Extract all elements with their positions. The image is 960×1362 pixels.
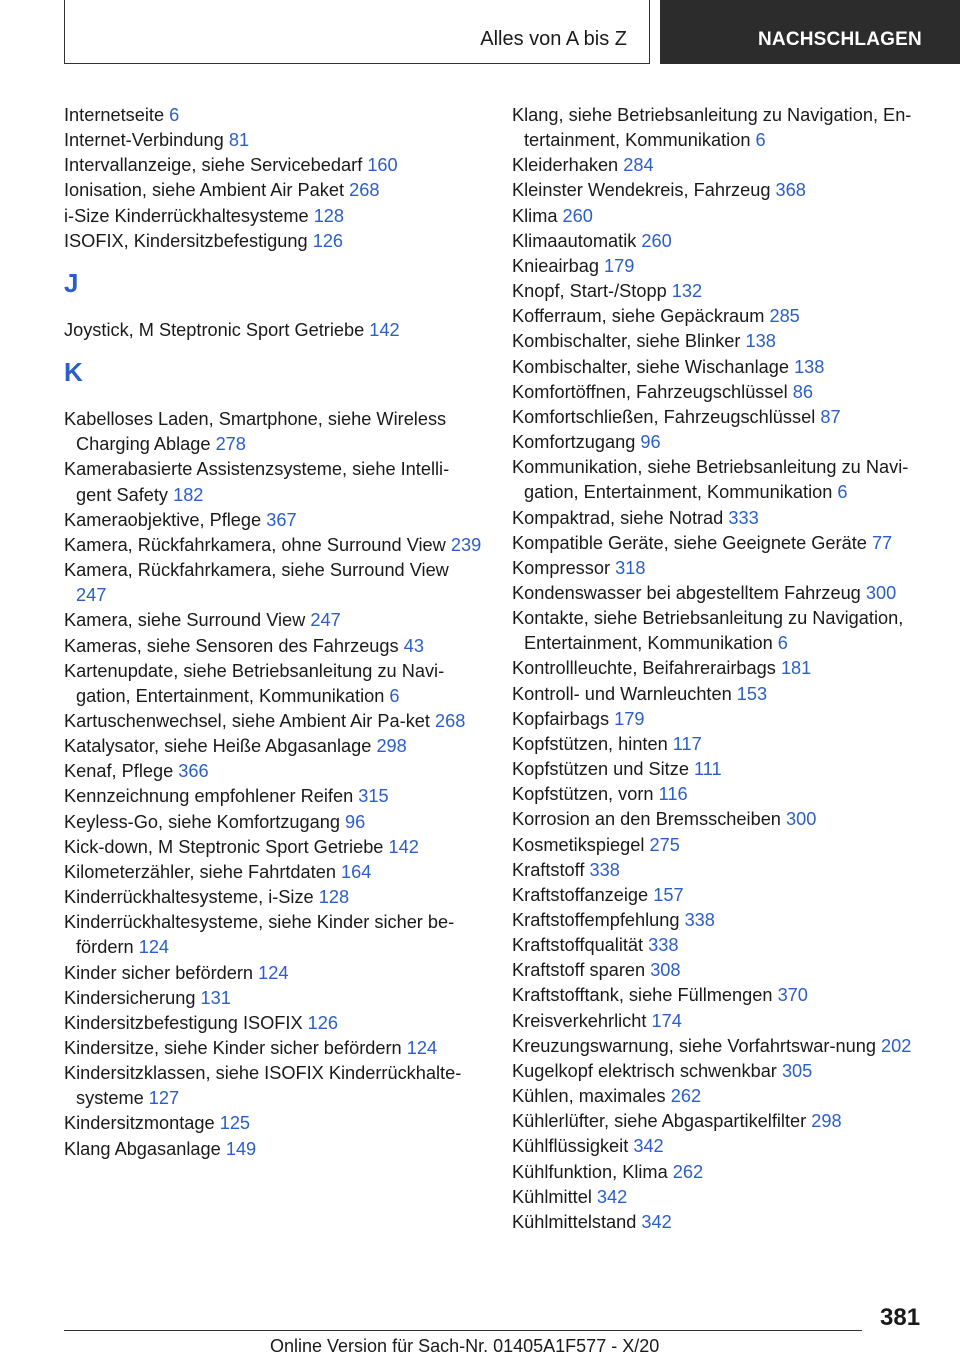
index-entry-term: Kühlmittel: [512, 1186, 592, 1207]
index-page-link[interactable]: 308: [650, 960, 681, 981]
index-entry: [64, 407, 484, 457]
index-entry-term: Kommunikation, siehe Betriebsanleitung zu Navi-gation, Entertainment, Kommunikation: [512, 457, 909, 503]
index-entry: [512, 103, 932, 153]
index-entry-term: Kopfstützen, hinten: [512, 733, 668, 754]
index-entry: [64, 885, 484, 910]
index-page-link[interactable]: 338: [589, 859, 620, 880]
footer-divider: [64, 1330, 862, 1331]
index-page-link[interactable]: 179: [614, 708, 645, 729]
index-entry-term: Kraftstoffqualität: [512, 935, 644, 956]
index-entry-term: Kugelkopf elektrisch schwenkbar: [512, 1060, 777, 1081]
index-entry: [512, 858, 932, 883]
index-entry: [64, 634, 484, 659]
index-entry-term: Kompatible Geräte, siehe Geeignete Geräte: [512, 532, 867, 553]
index-page-link[interactable]: 126: [307, 1012, 338, 1033]
index-page-link[interactable]: 298: [376, 736, 407, 757]
index-page-link[interactable]: 131: [200, 987, 231, 1008]
footer-version-text: Online Version für Sach-Nr. 01405A1F577 - X/20: [270, 1336, 660, 1356]
index-entry-term: Kraftstoffempfehlung: [512, 910, 680, 930]
index-entry-term: Kleinster Wendekreis, Fahrzeug: [512, 180, 771, 201]
index-entry: [512, 506, 932, 531]
index-page-link[interactable]: 6: [169, 105, 180, 125]
index-page-link[interactable]: 247: [310, 610, 341, 631]
index-entry-term: Komfortzugang: [512, 432, 636, 453]
index-page-link[interactable]: 338: [648, 935, 679, 956]
index-page-link[interactable]: 96: [640, 432, 661, 453]
index-entry: [512, 178, 932, 203]
index-page-link[interactable]: 367: [266, 509, 297, 530]
index-entry: [512, 1034, 932, 1059]
index-entry: [64, 659, 484, 709]
index-page-link[interactable]: 157: [653, 884, 684, 905]
index-page-link[interactable]: 6: [389, 685, 400, 706]
index-entry-term: Intervallanzeige, siehe Servicebedarf: [64, 155, 363, 176]
index-entry-term: Kondenswasser bei abgestelltem Fahrzeug: [512, 582, 861, 603]
index-entry-term: Kindersitze, siehe Kinder sicher befördern: [64, 1038, 402, 1058]
index-entry: [512, 153, 932, 178]
index-page-link[interactable]: 142: [369, 319, 400, 340]
index-entry-term: Komfortschließen, Fahrzeugschlüssel: [512, 406, 816, 427]
chapter-tab[interactable]: [660, 0, 960, 64]
index-entry: [512, 380, 932, 405]
index-entry-term: Kofferraum, siehe Gepäckraum: [512, 306, 765, 327]
index-entry: [512, 933, 932, 958]
index-entry: [512, 1009, 932, 1034]
index-entry: [64, 103, 484, 128]
index-entry-term: Kinder sicher befördern: [64, 962, 254, 983]
index-page-link[interactable]: 87: [820, 406, 841, 427]
index-column-left: [64, 103, 484, 1162]
index-page-link[interactable]: 132: [671, 281, 703, 302]
index-entry: [512, 556, 932, 581]
index-page-link[interactable]: 160: [367, 155, 398, 176]
index-entry-term: Kompressor: [512, 557, 611, 578]
index-entry: [64, 558, 484, 608]
index-entry-term: Ionisation, siehe Ambient Air Paket: [64, 180, 345, 201]
index-entry: [64, 1011, 484, 1036]
index-page-link[interactable]: 138: [745, 331, 776, 352]
index-entry-term: ISOFIX, Kindersitzbefestigung: [64, 230, 308, 251]
index-entry: [64, 1111, 484, 1136]
index-entry-term: Kontrollleuchte, Beifahrerairbags: [512, 658, 776, 679]
index-entry-term: Klima: [512, 205, 558, 226]
index-entry-term: Kontakte, siehe Betriebsanleitung zu Navigation, Entertainment, Kommunikation: [512, 608, 904, 654]
index-page-link[interactable]: 278: [215, 434, 246, 455]
index-entry: [64, 229, 484, 254]
header-frame: [64, 0, 650, 64]
index-entry-term: Kennzeichnung empfohlener Reifen: [64, 786, 354, 807]
index-entry-term: Kopfairbags: [512, 708, 610, 729]
index-entry: [64, 810, 484, 835]
index-page-link[interactable]: 81: [228, 130, 250, 151]
index-page-link[interactable]: 260: [641, 230, 672, 251]
index-entry: [64, 204, 484, 229]
index-entry: [64, 709, 484, 734]
index-entry-term: Joystick, M Steptronic Sport Getriebe: [64, 319, 365, 340]
index-entry: [512, 883, 932, 908]
index-entry: [512, 1059, 932, 1084]
index-page-link[interactable]: 6: [837, 482, 848, 503]
index-page-link[interactable]: 284: [623, 155, 654, 176]
index-entry: [64, 860, 484, 885]
index-entry: [512, 329, 932, 354]
index-page-link[interactable]: 318: [615, 557, 646, 578]
index-entry: [512, 229, 932, 254]
index-page-link[interactable]: 142: [388, 836, 419, 857]
index-page-link[interactable]: 138: [794, 356, 825, 377]
index-entry-term: Klimaautomatik: [512, 230, 637, 251]
index-entry-term: Kilometerzähler, siehe Fahrtdaten: [64, 861, 336, 882]
index-letter-heading: J: [64, 267, 79, 298]
index-page-link[interactable]: 342: [596, 1186, 628, 1207]
index-entry: [64, 608, 484, 633]
index-entry: [512, 682, 932, 707]
index-page-link[interactable]: 153: [736, 683, 768, 704]
index-entry: [64, 759, 484, 784]
index-entry-term: Internetseite: [64, 105, 165, 125]
index-entry-term: Kinderrückhaltesysteme, siehe Kinder sicher be-fördern: [64, 912, 455, 958]
index-entry: [64, 961, 484, 986]
index-entry: [512, 1084, 932, 1109]
index-entry-term: Kick-down, M Steptronic Sport Getriebe: [64, 836, 384, 857]
index-entry-term: Korrosion an den Bremsscheiben: [512, 809, 781, 830]
index-page-link[interactable]: 370: [777, 985, 808, 1006]
index-entry: [512, 1160, 932, 1185]
index-entry: [64, 835, 484, 860]
index-page-link[interactable]: 342: [633, 1136, 664, 1157]
index-page-link[interactable]: 247: [76, 585, 107, 606]
index-page-link[interactable]: 181: [780, 658, 812, 679]
index-page-link[interactable]: 77: [871, 532, 893, 553]
index-page-link[interactable]: 285: [769, 306, 800, 327]
index-entry-term: Kraftstofftank, siehe Füllmengen: [512, 985, 773, 1006]
index-entry-term: Internet-Verbindung: [64, 130, 224, 151]
index-entry: [512, 807, 932, 832]
section-title: Alles von A bis Z: [480, 28, 627, 50]
index-entry: [64, 457, 484, 507]
index-page-link[interactable]: 342: [641, 1211, 672, 1232]
index-entry: [512, 606, 932, 656]
index-entry: [64, 318, 484, 343]
index-page-link[interactable]: 128: [313, 205, 345, 226]
index-entry-term: Knieairbag: [512, 255, 599, 276]
index-page-link[interactable]: 96: [345, 811, 366, 832]
index-entry-term: Kreisverkehrlicht: [512, 1010, 647, 1031]
index-page-link[interactable]: 179: [604, 255, 635, 276]
index-entry-term: Kamera, Rückfahrkamera, siehe Surround View: [64, 560, 449, 581]
index-entry: [512, 1185, 932, 1210]
index-entry: [512, 908, 932, 933]
index-page-link[interactable]: 124: [406, 1038, 438, 1058]
index-entry-term: Klang Abgasanlage: [64, 1138, 221, 1159]
index-column-right: [512, 103, 932, 1235]
index-entry-term: Kabelloses Laden, Smartphone, siehe Wireless Charging Ablage: [64, 409, 447, 455]
index-entry-term: Kühlfunktion, Klima: [512, 1161, 668, 1182]
index-entry-term: Kühlflüssigkeit: [512, 1136, 629, 1157]
index-entry-term: Kompaktrad, siehe Notrad: [512, 507, 724, 528]
index-page-link[interactable]: 128: [318, 887, 350, 908]
index-entry: [512, 732, 932, 757]
index-page-link[interactable]: 111: [694, 759, 722, 780]
index-page-link[interactable]: 366: [178, 761, 209, 782]
index-entry-term: Keyless-Go, siehe Komfortzugang: [64, 811, 340, 832]
index-entry-term: Kopfstützen und Sitze: [512, 759, 689, 780]
index-page-link[interactable]: 149: [225, 1138, 257, 1159]
index-entry-term: Komfortöffnen, Fahrzeugschlüssel: [512, 381, 788, 402]
index-entry-term: Kameraobjektive, Pflege: [64, 509, 262, 530]
index-entry: [512, 581, 932, 606]
index-page-link[interactable]: 338: [684, 910, 715, 930]
index-entry: [64, 128, 484, 153]
index-entry: [512, 279, 932, 304]
index-page-link[interactable]: 124: [258, 962, 289, 983]
index-entry-term: Kühlmittelstand: [512, 1211, 637, 1232]
index-page-link[interactable]: 268: [435, 710, 466, 731]
index-entry: [512, 707, 932, 732]
index-page-link[interactable]: 116: [658, 784, 688, 805]
index-entry: [64, 508, 484, 533]
index-entry: [512, 1134, 932, 1159]
index-page-link[interactable]: 164: [341, 861, 372, 882]
index-entry: [512, 757, 932, 782]
index-page-link[interactable]: 315: [358, 786, 389, 807]
index-page-link[interactable]: 6: [777, 633, 788, 654]
index-page-link[interactable]: 126: [312, 230, 344, 251]
index-entry-term: Kindersitzmontage: [64, 1113, 215, 1134]
index-entry: [64, 1137, 484, 1162]
index-entry: [64, 153, 484, 178]
index-entry-term: Katalysator, siehe Heiße Abgasanlage: [64, 736, 372, 757]
index-entry: [64, 784, 484, 809]
index-entry: [512, 656, 932, 681]
index-entry: [64, 1036, 484, 1061]
index-page-link[interactable]: 298: [811, 1111, 842, 1132]
index-entry: [64, 1061, 484, 1111]
index-entry: [512, 983, 932, 1008]
index-entry-term: Kombischalter, siehe Wischanlage: [512, 356, 789, 377]
index-page-link[interactable]: 260: [562, 205, 593, 226]
index-entry: [512, 782, 932, 807]
index-page-link[interactable]: 239: [450, 534, 482, 555]
index-entry-term: Kleiderhaken: [512, 155, 619, 176]
index-entry-term: Kraftstoff: [512, 859, 585, 880]
index-entry-term: Kraftstoffanzeige: [512, 884, 649, 905]
index-entry-term: Kindersitzbefestigung ISOFIX: [64, 1012, 303, 1033]
index-entry-term: Kinderrückhaltesysteme, i-Size: [64, 887, 314, 908]
index-page-link[interactable]: 182: [173, 484, 204, 505]
index-entry-term: Kopfstützen, vorn: [512, 784, 654, 805]
index-entry: [512, 355, 932, 380]
index-page-link[interactable]: 6: [755, 130, 766, 151]
index-entry: [512, 204, 932, 229]
index-entry-term: Kamera, Rückfahrkamera, ohne Surround View: [64, 534, 446, 555]
index-entry-term: Kindersitzklassen, siehe ISOFIX Kinderrückhalte-systeme: [64, 1063, 462, 1109]
index-entry-term: Kreuzungswarnung, siehe Vorfahrtswar-nung: [512, 1035, 876, 1056]
index-entry-term: Kombischalter, siehe Blinker: [512, 331, 741, 352]
index-entry: [512, 455, 932, 505]
index-entry-term: Kontroll- und Warnleuchten: [512, 683, 732, 704]
index-entry-term: Kenaf, Pflege: [64, 761, 174, 782]
index-page-link[interactable]: 305: [781, 1060, 813, 1081]
index-entry-term: Kraftstoff sparen: [512, 960, 646, 981]
index-entry: [64, 986, 484, 1011]
index-page-link[interactable]: 300: [786, 809, 817, 830]
index-page-link[interactable]: 117: [672, 733, 702, 754]
index-page-link[interactable]: 125: [219, 1113, 251, 1134]
index-entry: [64, 910, 484, 960]
index-entry-term: Kosmetikspiegel: [512, 834, 645, 855]
index-entry: [512, 958, 932, 983]
index-page-link[interactable]: 300: [865, 582, 897, 603]
index-entry: [512, 1109, 932, 1134]
index-entry-term: Klang, siehe Betriebsanleitung zu Navigation, En-tertainment, Kommunikation: [512, 105, 912, 151]
index-entry-term: Knopf, Start-/Stopp: [512, 281, 667, 302]
index-page-link[interactable]: 262: [670, 1086, 702, 1107]
index-entry: [512, 531, 932, 556]
index-page-link[interactable]: 202: [881, 1035, 912, 1056]
index-entry-term: Kindersicherung: [64, 987, 196, 1008]
index-letter-heading: K: [64, 357, 83, 388]
index-entry-term: Kartenupdate, siehe Betriebsanleitung zu Navi-gation, Entertainment, Kommunikation: [64, 660, 445, 706]
index-page-link[interactable]: 275: [649, 834, 680, 855]
index-entry: [512, 304, 932, 329]
index-page-link[interactable]: 174: [651, 1010, 682, 1031]
index-entry-term: Kühlen, maximales: [512, 1086, 666, 1107]
index-page-link[interactable]: 43: [403, 635, 424, 656]
index-page-link[interactable]: 127: [148, 1088, 180, 1109]
index-entry: [512, 833, 932, 858]
index-page-link[interactable]: 368: [775, 180, 806, 201]
index-page-link[interactable]: 268: [349, 180, 380, 201]
chapter-tab-label: NACHSCHLAGEN: [758, 29, 922, 50]
index-entry-term: i-Size Kinderrückhaltesysteme: [64, 205, 309, 226]
index-entry: [512, 254, 932, 279]
index-entry: [512, 430, 932, 455]
index-entry-term: Kameras, siehe Sensoren des Fahrzeugs: [64, 635, 399, 656]
index-entry: [64, 533, 484, 558]
index-page-link[interactable]: 333: [728, 507, 759, 528]
index-entry: [512, 1210, 932, 1235]
index-page-link[interactable]: 124: [138, 937, 170, 958]
index-page-link[interactable]: 262: [672, 1161, 704, 1182]
index-entry: [64, 178, 484, 203]
index-entry-term: Kartuschenwechsel, siehe Ambient Air Pa-ket: [64, 710, 430, 731]
index-entry-term: Kühlerlüfter, siehe Abgaspartikelfilter: [512, 1111, 807, 1132]
index-entry-term: Kamera, siehe Surround View: [64, 610, 306, 631]
page-number: 381: [880, 1304, 921, 1331]
index-entry-term: Kamerabasierte Assistenzsysteme, siehe Intelli-gent Safety: [64, 459, 450, 505]
index-entry: [64, 734, 484, 759]
index-entry: [512, 405, 932, 430]
index-page-link[interactable]: 86: [792, 381, 813, 402]
